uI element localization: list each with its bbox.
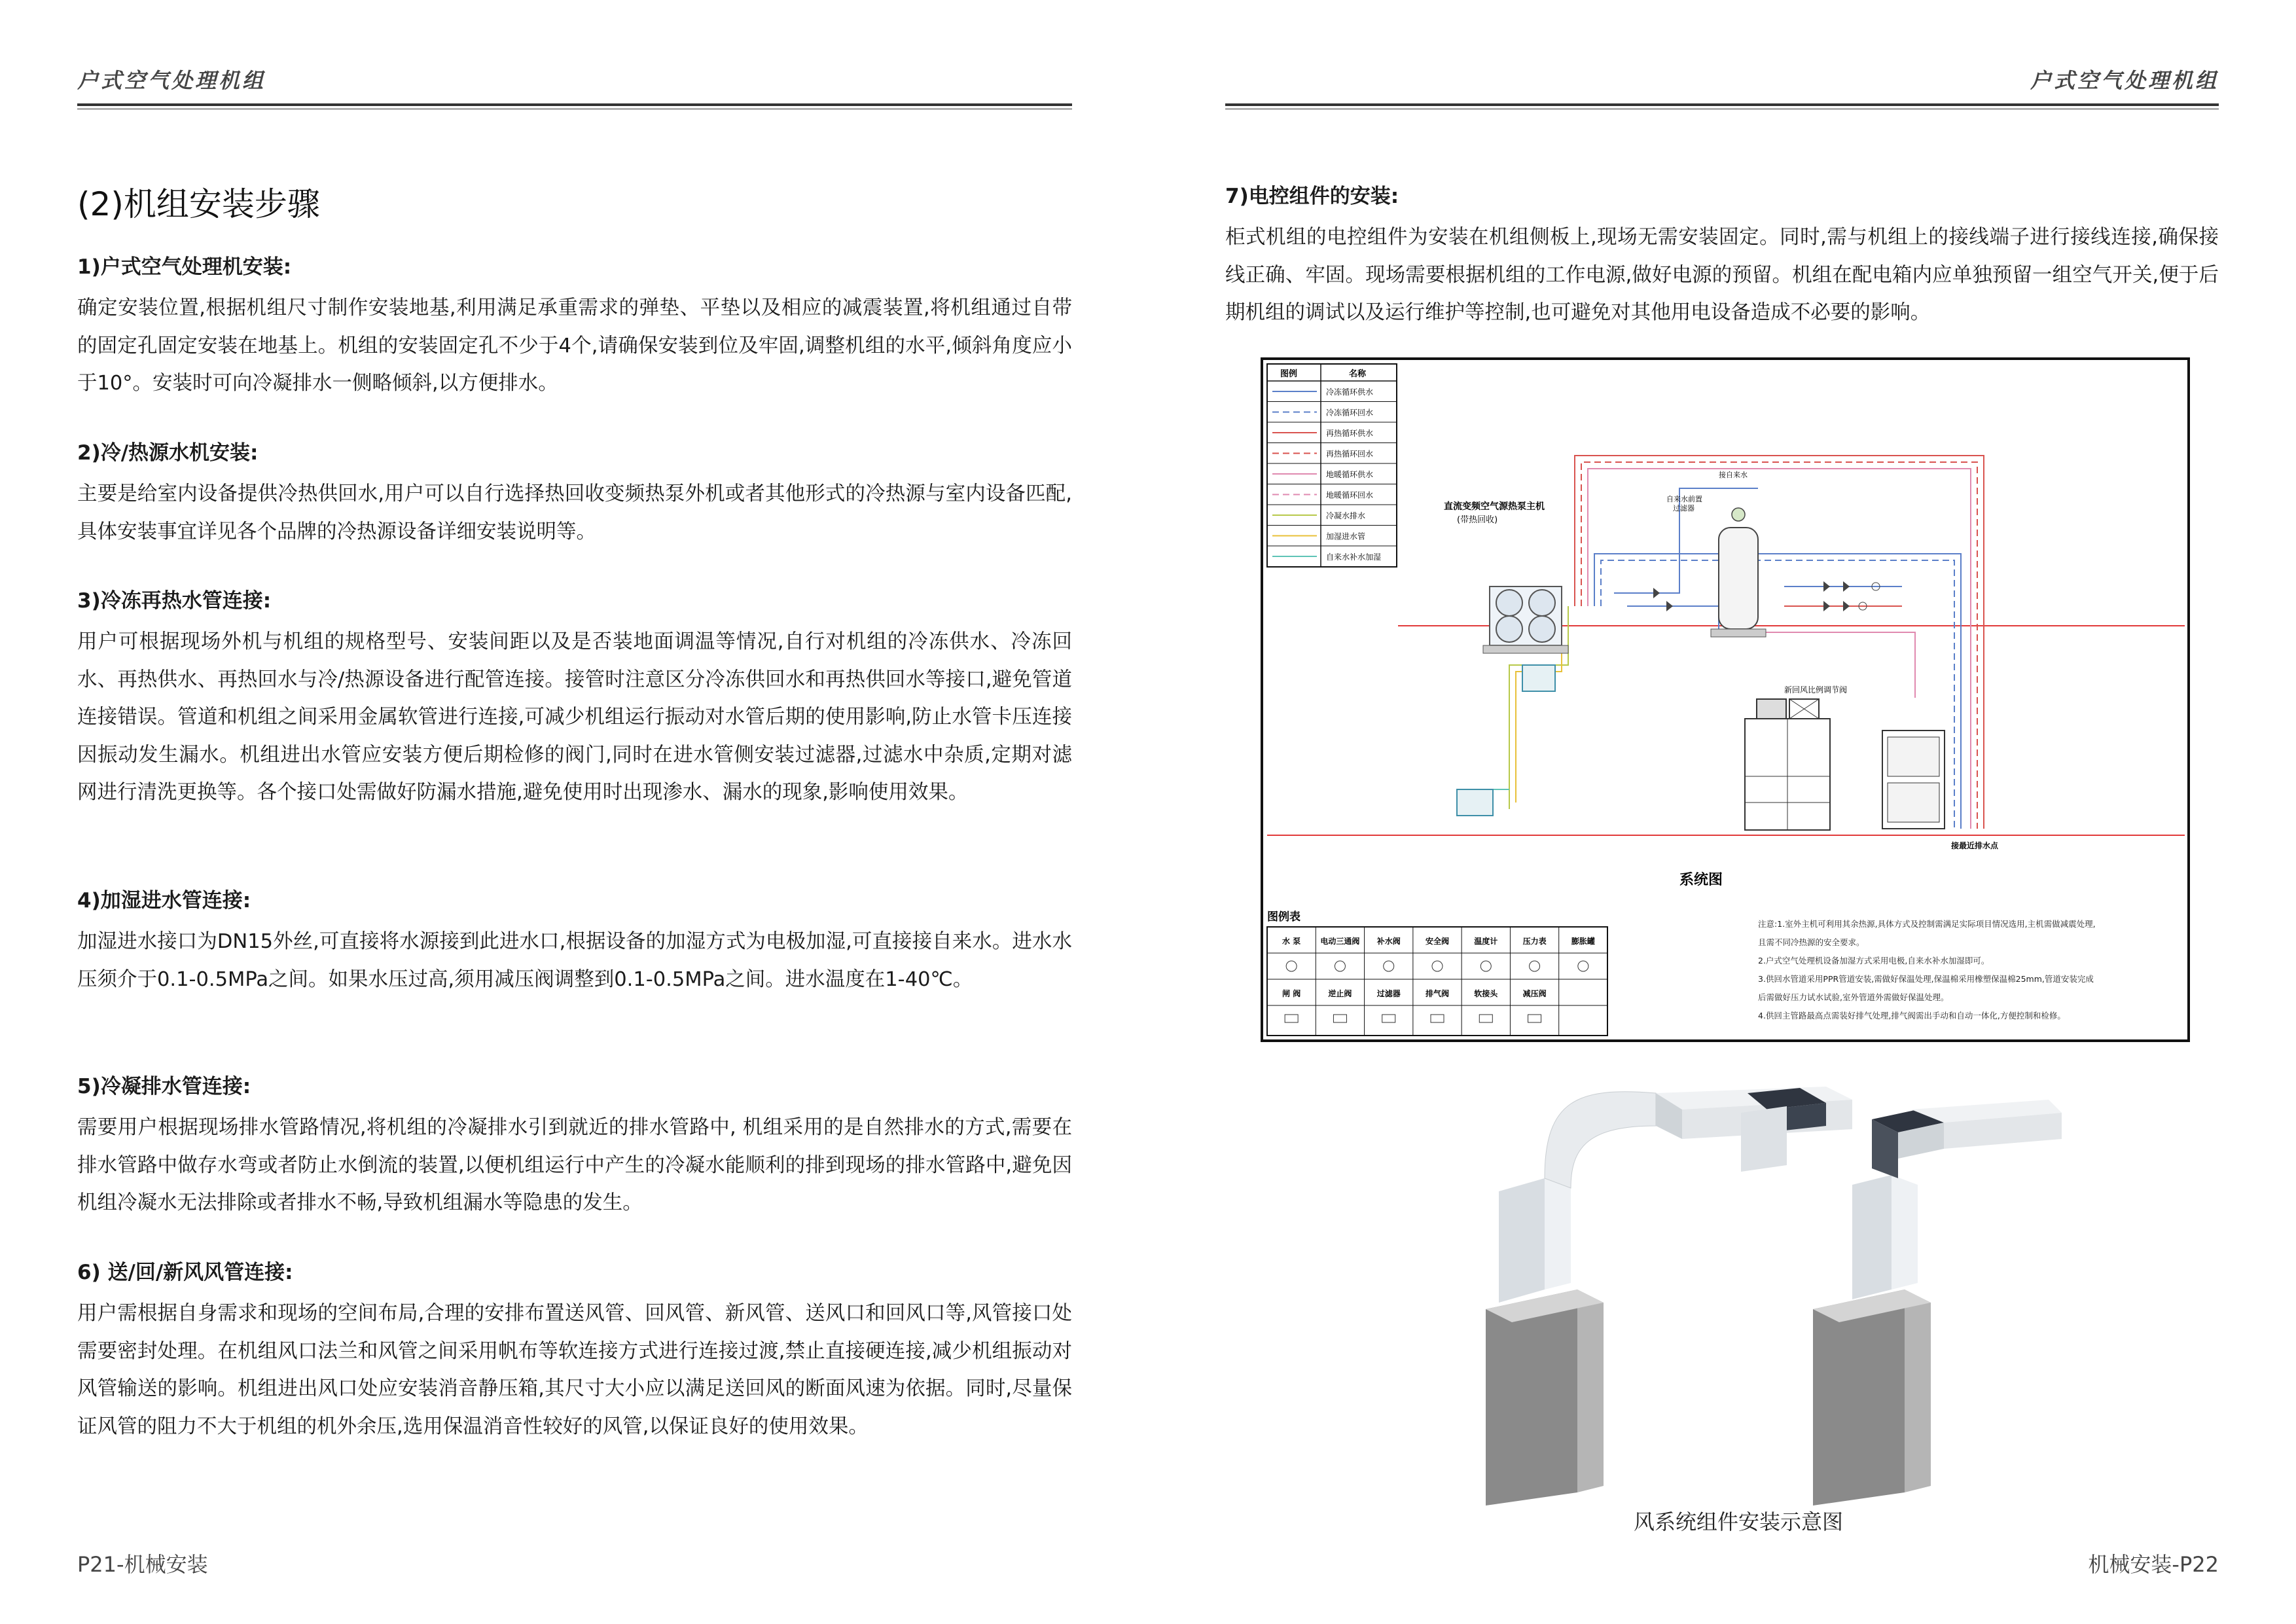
legend-col-symbol: 图例 bbox=[1280, 369, 1298, 379]
section-5-body: 需要用户根据现场排水管路情况,将机组的冷凝排水引到就近的排水管路中, 机组采用的是自然排水的方式,需要在排水管路中做存水弯或者防止水倒流的装置,以便机组运行中产生的冷凝水能顺利的排到现场的排水管路中,避免因机组冷凝水无法排除或者排水不畅,导致机组漏水等隐患的发生。 bbox=[77, 1116, 1072, 1214]
header-rule-left bbox=[77, 103, 1072, 106]
footer-page-number-left: P21-机械安装 bbox=[77, 1552, 208, 1577]
legend-row-name: 再热循环回水 bbox=[1326, 449, 1374, 459]
legend-row-name: 自来水补水加湿 bbox=[1326, 552, 1382, 562]
diagram-frame bbox=[1262, 359, 2189, 1041]
header-title-right: 户式空气处理机组 bbox=[2030, 68, 2219, 93]
heat-pump-unit bbox=[1483, 586, 1568, 653]
section-2 bbox=[77, 439, 1072, 550]
symbol-label: 补水阀 bbox=[1376, 937, 1401, 946]
section-7-body: 柜式机组的电控组件为安装在机组侧板上,现场无需安装固定。同时,需与机组上的接线端子进行接线连接,确保接线正确、牢固。现场需要根据机组的工作电源,做好电源的预留。机组在配电箱内应单独预留一组空气开关,便于后期机组的调试以及运行维护等控制,也可避免对其他用电设备造成不必要的影响。 bbox=[1225, 226, 2219, 324]
legend-row-name: 冷凝水排水 bbox=[1326, 511, 1366, 520]
cabinet-unit bbox=[1882, 731, 1945, 829]
diagram-note-line: 4.供回主管路最高点需装好排气处理,排气阀需出手动和自动一体化,方便控制和检修。 bbox=[1758, 1011, 2066, 1020]
section-3-body: 用户可根据现场外机与机组的规格型号、安装间距以及是否装地面调温等情况,自行对机组的冷冻供水、冷冻回水、再热供水、再热回水与冷/热源设备进行配管连接。接管时注意区分冷冻供回水和再热供回水等接口,避免管道连接错误。管道和机组之间采用金属软管进行连接,可减少机组运行振动对水管后期的使用影响,防止水管卡压连接因振动发生漏水。机组进出水管应安装方便后期检修的阀门,同时在进水管侧安装过滤器,过滤水中杂质,定期对滤网进行清洗更换等。各个接口处需做好防漏水措施,避免使用时出现渗水、漏水的现象,影响使用效果。 bbox=[77, 630, 1072, 804]
section-5-title: 5)冷凝排水管连接: bbox=[77, 1075, 251, 1098]
drain-label: 接最近排水点 bbox=[1951, 841, 1999, 850]
symbol-label: 温度计 bbox=[1474, 937, 1498, 946]
diagram-note-line: 后需做好压力试水试验,室外管道外需做好保温处理。 bbox=[1758, 992, 1949, 1002]
diagram-note-line: 且需不同冷热源的安全要求。 bbox=[1758, 937, 1865, 947]
filter-label-1: 自来水前置 bbox=[1666, 495, 1702, 503]
symbol-label: 膨胀罐 bbox=[1571, 937, 1595, 946]
legend-row-name: 地暖循环供水 bbox=[1326, 470, 1374, 479]
symbol-label: 过滤器 bbox=[1376, 989, 1401, 998]
duct-assembly-right bbox=[1813, 1100, 2062, 1506]
symbol-label: 软接头 bbox=[1474, 989, 1498, 998]
section-2-body: 主要是给室内设备提供冷热供回水,用户可以自行选择热回收变频热泵外机或者其他形式的冷热源与室内设备匹配,具体安装事宜详见各个品牌的冷热源设备详细安装说明等。 bbox=[77, 482, 1072, 543]
header-rule-right bbox=[1225, 103, 2219, 106]
section-2-title: 2)冷/热源水机安装: bbox=[77, 441, 259, 465]
symbol-label: 安全阀 bbox=[1425, 937, 1450, 946]
section-6-body: 用户需根据自身需求和现场的空间布局,合理的安排布置送风管、回风管、新风管、送风口和回风口等,风管接口处需要密封处理。在机组风口法兰和风管之间采用帆布等软连接方式进行连接过渡,禁止直接硬连接,减少机组振动对风管输送的影响。机组进出风口处应安装消音静压箱,其尺寸大小应以满足送回风的断面风速为依据。同时,尽量保证风管的阻力不大于机组的机外余压,选用保温消音性较好的风管,以保证良好的使用效果。 bbox=[77, 1302, 1072, 1438]
symbol-label: 水 泵 bbox=[1282, 937, 1301, 946]
section-1-body: 确定安装位置,根据机组尺寸制作安装地基,利用满足承重需求的弹垫、平垫以及相应的减震装置,将机组通过自带的固定孔固定安装在地基上。机组的安装固定孔不少于4个,请确保安装到位及牢固,调整机组的水平,倾斜角度应小于10°。安装时可向冷凝排水一侧略倾斜,以方便排水。 bbox=[77, 297, 1072, 395]
symbol-label: 逆止阀 bbox=[1328, 989, 1352, 998]
section-4-title: 4)加湿进水管连接: bbox=[77, 889, 251, 912]
section-7-title: 7)电控组件的安装: bbox=[1225, 185, 1399, 208]
symbol-label: 压力表 bbox=[1522, 937, 1547, 946]
section-5 bbox=[77, 1072, 1072, 1222]
duct-assembly-left bbox=[1486, 1087, 1852, 1506]
pipe-legend bbox=[1267, 364, 1397, 567]
symbol-label: 排气阀 bbox=[1425, 989, 1450, 998]
system-title: 系统图 bbox=[1679, 872, 1723, 888]
water-supply-label: 接自来水 bbox=[1719, 471, 1748, 479]
system-diagram bbox=[1261, 357, 2190, 1042]
diagram-note-line: 3.供回水管道采用PPR管道安装,需做好保温处理,保温棉采用橡塑保温棉25mm,管道安装完成 bbox=[1758, 974, 2094, 984]
symbol-label: 电动三通阀 bbox=[1320, 937, 1360, 946]
legend-row-name: 冷冻循环回水 bbox=[1326, 408, 1374, 418]
footer-page-number-right: 机械安装-P22 bbox=[2088, 1552, 2219, 1577]
legend-col-name: 名称 bbox=[1349, 369, 1367, 379]
duct-system-figure bbox=[1460, 1074, 2062, 1506]
section-6-title: 6) 送/回/新风风管连接: bbox=[77, 1261, 293, 1284]
section-4-body: 加湿进水接口为DN15外丝,可直接将水源接到此进水口,根据设备的加湿方式为电极加湿,可直接接自来水。进水水压须介于0.1-0.5MPa之间。如果水压过高,须用减压阀调整到0.1-0.5MPa之间。进水温度在1-40℃。 bbox=[77, 930, 1072, 991]
figure-caption: 风系统组件安装示意图 bbox=[1634, 1509, 1844, 1534]
filter-label-2: 过滤器 bbox=[1673, 504, 1695, 513]
fresh-air-valve-label: 新回风比例调节阀 bbox=[1784, 685, 1848, 695]
symbol-label: 减压阀 bbox=[1522, 989, 1547, 998]
header-title-left: 户式空气处理机组 bbox=[77, 68, 266, 93]
section-6 bbox=[77, 1258, 1072, 1445]
diagram-note-line: 2.户式空气处理机设备加湿方式采用电极,自来水补水加湿即可。 bbox=[1758, 956, 1990, 965]
legend-row-name: 冷冻循环供水 bbox=[1326, 388, 1374, 397]
air-handling-unit bbox=[1745, 699, 1830, 830]
heat-pump-label: 直流变频空气源热泵主机 bbox=[1444, 501, 1545, 512]
section-3-title: 3)冷冻再热水管连接: bbox=[77, 589, 272, 613]
symbol-label: 闸 阀 bbox=[1282, 989, 1301, 998]
section-4 bbox=[77, 886, 1072, 998]
section-7 bbox=[1225, 182, 2219, 332]
section-1 bbox=[77, 253, 1072, 403]
section-1-title: 1)户式空气处理机安装: bbox=[77, 255, 292, 279]
symbol-table-title: 图例表 bbox=[1267, 911, 1300, 924]
legend-row-name: 加湿进水管 bbox=[1326, 532, 1366, 541]
legend-row-name: 地暖循环回水 bbox=[1326, 490, 1374, 500]
section-3 bbox=[77, 586, 1072, 812]
heat-pump-sublabel: (带热回收) bbox=[1457, 515, 1498, 525]
legend-row-name: 再热循环供水 bbox=[1326, 429, 1374, 438]
page-heading: (2)机组安装步骤 bbox=[77, 185, 320, 223]
diagram-note-line: 注意:1.室外主机可利用其余热源,具体方式及控制需满足实际项目情况选用,主机需做减震处理, bbox=[1758, 919, 2096, 929]
